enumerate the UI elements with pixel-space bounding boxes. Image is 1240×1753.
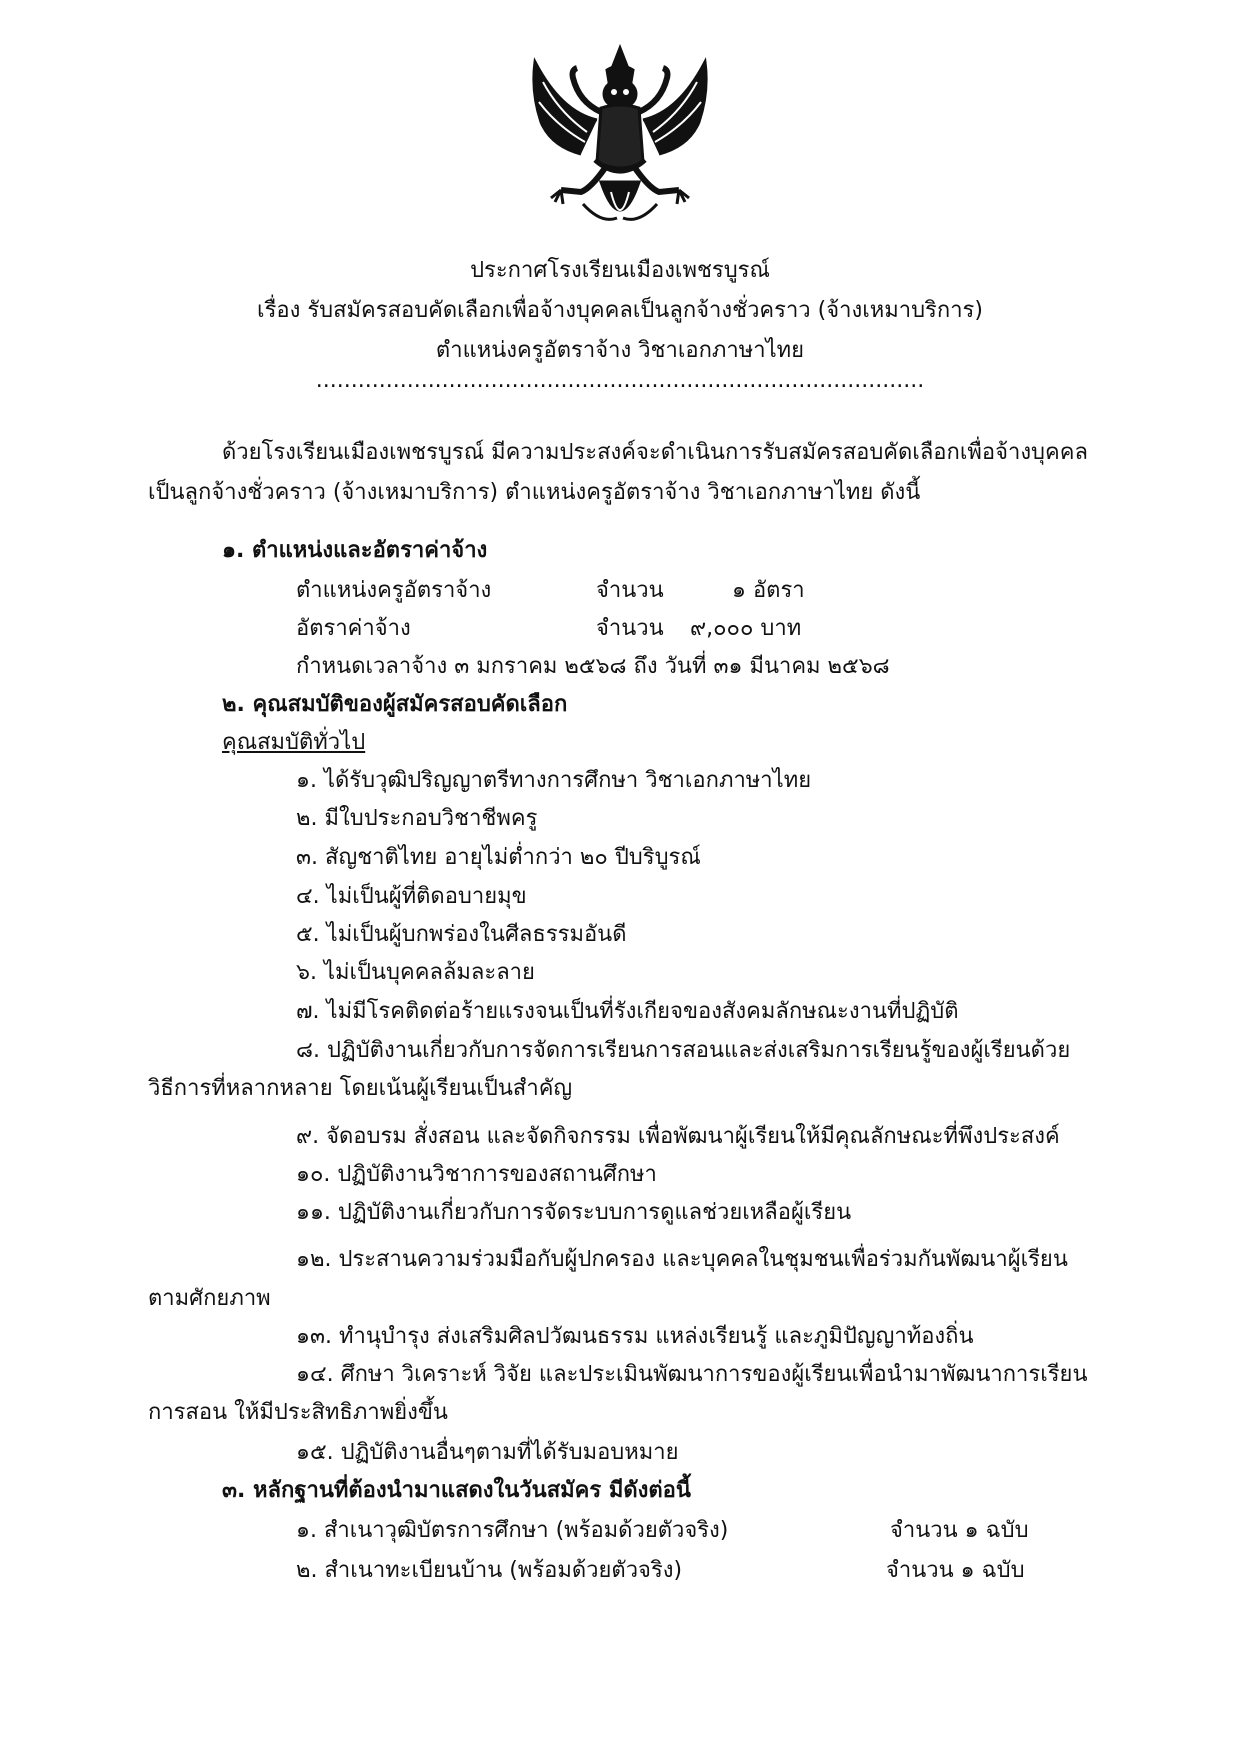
qualification-item: ๑๓. ทำนุบำรุง ส่งเสริมศิลปวัฒนธรรม แหล่งเรียนรู้ และภูมิปัญญาท้องถิ่น [296,1324,974,1349]
qualification-item: ๙. จัดอบรม สั่งสอน และจัดกิจกรรม เพื่อพัฒนาผู้เรียนให้มีคุณลักษณะที่พึงประสงค์ [296,1124,1060,1149]
header-separator: ....................................................................................... [315,368,925,393]
announcement-subject: เรื่อง รับสมัครสอบคัดเลือกเพื่อจ้างบุคคลเป็นลูกจ้างชั่วคราว (จ้างเหมาบริการ) [257,298,983,323]
qualification-item: ๑๔. ศึกษา วิเคราะห์ วิจัย และประเมินพัฒนาการของผู้เรียนเพื่อนำมาพัฒนาการเรียน [296,1362,1088,1387]
qualification-item: ๑๑. ปฏิบัติงานเกี่ยวกับการจัดระบบการดูแลช่วยเหลือผู้เรียน [296,1200,852,1225]
document-item: ๒. สำเนาทะเบียนบ้าน (พร้อมด้วยตัวจริง) [296,1558,683,1583]
qualification-item: ๑๒. ประสานความร่วมมือกับผู้ปกครอง และบุคคลในชุมชนเพื่อร่วมกันพัฒนาผู้เรียน [296,1247,1068,1272]
section-2-heading: ๒. คุณสมบัติของผู้สมัครสอบคัดเลือก [222,692,568,717]
qualification-item: ๖. ไม่เป็นบุคคลล้มละลาย [296,960,535,985]
qualification-item: ๑. ได้รับวุฒิปริญญาตรีทางการศึกษา วิชาเอกภาษาไทย [296,768,812,793]
wage-row-count-label: จำนวน [596,616,664,641]
qualification-item: ๕. ไม่เป็นผู้บกพร่องในศีลธรรมอันดี [296,922,627,947]
document-item-quantity: จำนวน ๑ ฉบับ [886,1558,1025,1583]
rate-row-value: ๑ อัตรา [732,578,805,603]
rate-row-label: ตำแหน่งครูอัตราจ้าง [296,578,492,603]
qualification-item: ๘. ปฏิบัติงานเกี่ยวกับการจัดการเรียนการสอนและส่งเสริมการเรียนรู้ของผู้เรียนด้วย [296,1038,1071,1063]
general-qualifications-subheading: คุณสมบัติทั่วไป [222,730,366,755]
qualification-item: ๑๐. ปฏิบัติงานวิชาการของสถานศึกษา [296,1162,657,1187]
qualification-item: ๓. สัญชาติไทย อายุไม่ต่ำกว่า ๒๐ ปีบริบูรณ์ [296,845,701,870]
qualification-item-continuation: วิธีการที่หลากหลาย โดยเน้นผู้เรียนเป็นสำคัญ [148,1076,573,1101]
document-item: ๑. สำเนาวุฒิบัตรการศึกษา (พร้อมด้วยตัวจริง) [296,1518,729,1543]
rate-row-count-label: จำนวน [596,578,664,603]
garuda-emblem-icon [521,42,719,238]
wage-row-label: อัตราค่าจ้าง [296,616,411,641]
qualification-item-continuation: การสอน ให้มีประสิทธิภาพยิ่งขึ้น [148,1400,448,1425]
qualification-item: ๗. ไม่มีโรคติดต่อร้ายแรงจนเป็นที่รังเกียจของสังคมลักษณะงานที่ปฏิบัติ [296,999,959,1024]
section-3-heading: ๓. หลักฐานที่ต้องนำมาแสดงในวันสมัคร มีดังต่อนี้ [222,1478,691,1503]
wage-row-value: ๙,๐๐๐ บาท [690,616,802,641]
document-item-quantity: จำนวน ๑ ฉบับ [890,1518,1029,1543]
intro-line-2: เป็นลูกจ้างชั่วคราว (จ้างเหมาบริการ) ตำแหน่งครูอัตราจ้าง วิชาเอกภาษาไทย ดังนี้ [148,480,921,505]
section-1-heading: ๑. ตำแหน่งและอัตราค่าจ้าง [222,538,488,563]
qualification-item: ๑๕. ปฏิบัติงานอื่นๆตามที่ได้รับมอบหมาย [296,1440,679,1465]
announcement-position: ตำแหน่งครูอัตราจ้าง วิชาเอกภาษาไทย [435,338,805,363]
announcement-title: ประกาศโรงเรียนเมืองเพชรบูรณ์ [470,258,770,283]
qualification-item: ๒. มีใบประกอบวิชาชีพครู [296,806,538,831]
qualification-item-continuation: ตามศักยภาพ [148,1286,271,1311]
employment-period: กำหนดเวลาจ้าง ๓ มกราคม ๒๕๖๘ ถึง วันที่ ๓๑ มีนาคม ๒๕๖๘ [296,654,890,679]
intro-line-1: ด้วยโรงเรียนเมืองเพชรบูรณ์ มีความประสงค์จะดำเนินการรับสมัครสอบคัดเลือกเพื่อจ้างบุคคล [222,440,1088,465]
qualification-item: ๔. ไม่เป็นผู้ที่ติดอบายมุข [296,884,527,909]
